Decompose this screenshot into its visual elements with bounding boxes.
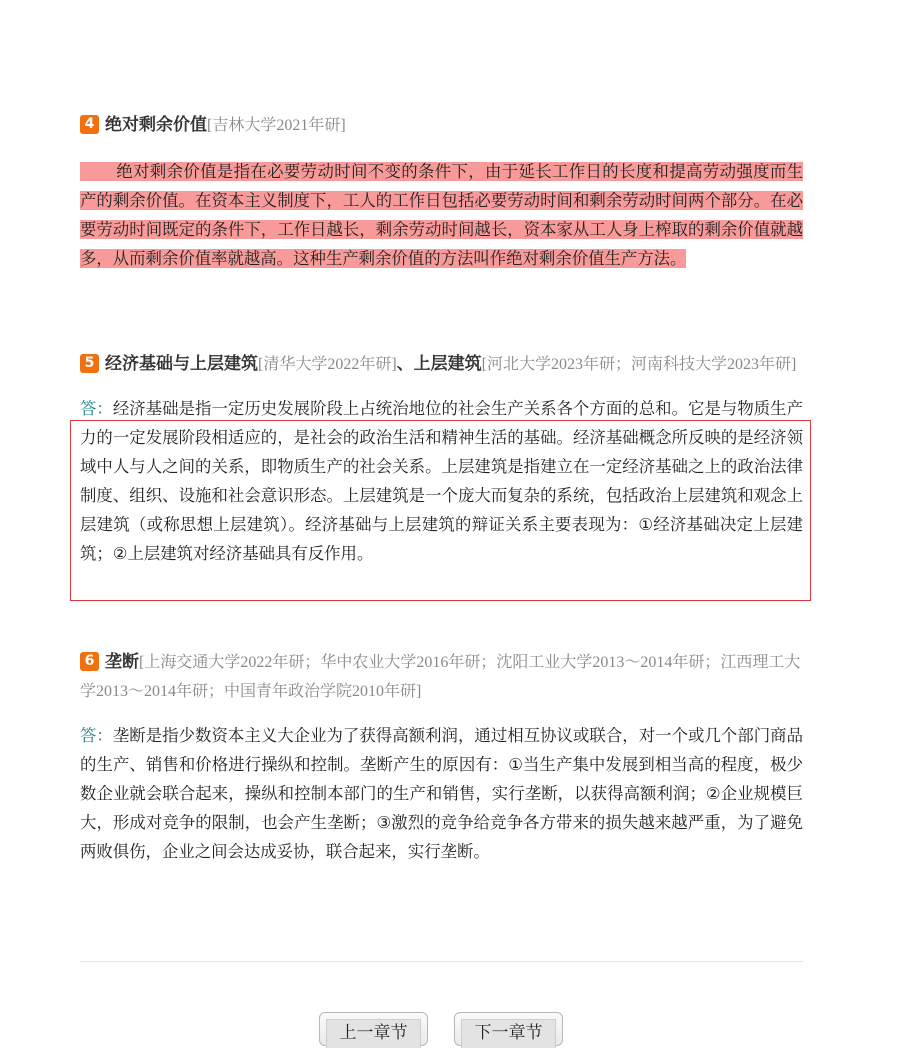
prev-chapter-button[interactable]: [319, 1012, 428, 1046]
item-4: [80, 111, 803, 273]
item-6-heading: [80, 648, 803, 706]
item-4-heading: [80, 111, 803, 140]
item-source: [清华大学2022年研]: [258, 356, 397, 373]
item-5-heading: [80, 350, 803, 379]
next-chapter-button[interactable]: [454, 1012, 563, 1046]
item-source-2: [河北大学2023年研；河南科技大学2023年研]: [481, 356, 797, 373]
item-body: 垄断是指少数资本主义大企业为了获得高额利润，通过相互协议或联合，对一个或几个部门商品的生产、销售和价格进行操纵和控制。垄断产生的原因有：①当生产集中发展到相当高的程度，极少数企业就会联合起来，操纵和控制本部门的生产和销售，实行垄断，以获得高额利润；②企业规模巨大，形成对竞争的限制，也会产生垄断；③激烈的竞争给竞争各方带来的损失越来越严重，为了避免两败俱伤，企业之间会达成妥协，联合起来，实行垄断。: [80, 726, 804, 861]
next-chapter-label: 下一章节: [461, 1019, 556, 1048]
highlighted-text: [80, 162, 803, 268]
item-title: 垄断: [105, 652, 139, 672]
prev-chapter-label: 上一章节: [326, 1019, 421, 1048]
item-4-body: [80, 157, 803, 273]
item-source: [上海交通大学2022年研；华中农业大学2016年研；沈阳工业大学2013～2014年研；江西理工大学2013～2014年研；中国青年政治学院2010年研]: [80, 654, 801, 700]
answer-label: 答：: [80, 726, 113, 745]
item-6-body: [80, 721, 803, 866]
item-title: 绝对剩余价值: [105, 115, 207, 135]
answer-highlight-box: [70, 420, 811, 601]
answer-label: 答：: [80, 399, 113, 418]
title-separator: 、: [396, 354, 414, 374]
item-source: [吉林大学2021年研]: [207, 117, 346, 134]
item-title-2: 上层建筑: [413, 354, 482, 374]
item-number-badge: 4: [80, 115, 99, 134]
divider: [80, 961, 803, 962]
item-number-badge: 5: [80, 354, 99, 373]
item-body: 经济基础是指一定历史发展阶段上占统治地位的社会生产关系各个方面的总和。它是与物质生产力的一定发展阶段相适应的，是社会的政治生活和精神生活的基础。经济基础概念所反映的是经济领域中人与人之间的关系，即物质生产的社会关系。上层建筑是指建立在一定经济基础之上的政治法律制度、组织、设施和社会意识形态。上层建筑是一个庞大而复杂的系统，包括政治上层建筑和观念上层建筑（或称思想上层建筑）。经济基础与上层建筑的辩证关系主要表现为：①经济基础决定上层建筑；②上层建筑对经济基础具有反作用。: [80, 399, 804, 563]
item-6: [80, 648, 803, 866]
item-number-badge: 6: [80, 652, 99, 671]
item-title: 经济基础与上层建筑: [105, 354, 258, 374]
item-body: 绝对剩余价值是指在必要劳动时间不变的条件下，由于延长工作日的长度和提高劳动强度而生产的剩余价值。在资本主义制度下，工人的工作日包括必要劳动时间和剩余劳动时间两个部分。在必要劳动时间既定的条件下，工作日越长，剩余劳动时间越长，资本家从工人身上榨取的剩余价值就越多，从而剩余价值率就越高。这种生产剩余价值的方法叫作绝对剩余价值生产方法。: [80, 162, 803, 268]
